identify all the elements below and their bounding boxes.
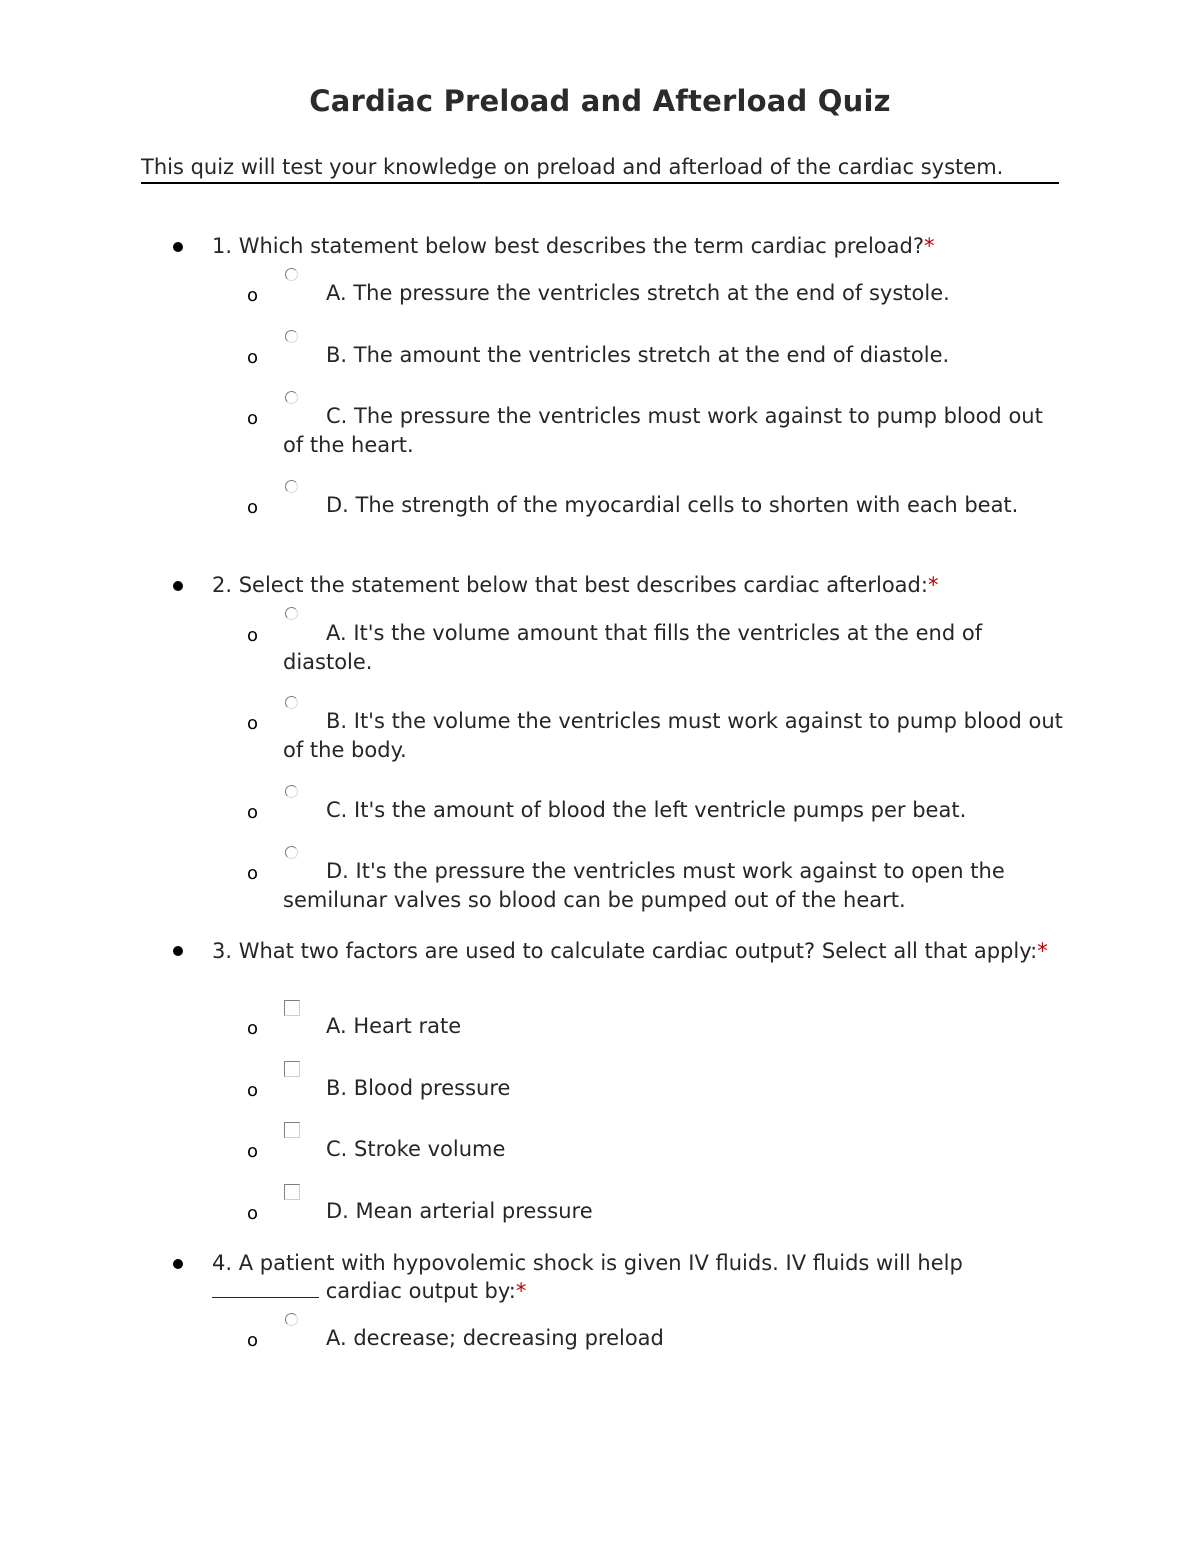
option-bullet: o <box>247 1141 259 1162</box>
option-label: B. The amount the ventricles stretch at the end of diastole. <box>326 343 950 367</box>
option-label: D. Mean arterial pressure <box>326 1199 593 1223</box>
option-bullet: o <box>247 863 259 884</box>
option-bullet: o <box>247 1330 259 1351</box>
option-label: A. It's the volume amount that fills the ventricles at the end of diastole. <box>283 621 983 674</box>
option-bullet: o <box>247 713 259 734</box>
question-2 <box>212 571 1072 599</box>
required-marker: * <box>1037 939 1048 963</box>
question-text: 1. Which statement below best describes the term cardiac preload? <box>212 234 924 258</box>
option-bullet: o <box>247 625 259 646</box>
option-bullet: o <box>247 497 259 518</box>
option-label: C. Stroke volume <box>326 1137 506 1161</box>
option-bullet: o <box>247 1203 259 1224</box>
question-text: 2. Select the statement below that best describes cardiac afterload: <box>212 573 928 597</box>
option-label: D. The strength of the myocardial cells to shorten with each beat. <box>326 493 1019 517</box>
option-label: C. It's the amount of blood the left ventricle pumps per beat. <box>326 798 967 822</box>
question-text: 3. What two factors are used to calculate cardiac output? Select all that apply: <box>212 939 1038 963</box>
option-label: B. It's the volume the ventricles must work against to pump blood out of the body. <box>283 709 1063 762</box>
question-bullet <box>173 581 183 591</box>
question-bullet <box>173 946 183 956</box>
required-marker: * <box>515 1279 527 1303</box>
question-bullet <box>173 242 183 252</box>
option-label: C. The pressure the ventricles must work against to pump blood out of the heart. <box>283 404 1043 457</box>
required-marker: * <box>927 573 939 597</box>
option-bullet: o <box>247 1080 259 1101</box>
option-label: B. Blood pressure <box>326 1076 511 1100</box>
required-marker: * <box>923 234 935 258</box>
question-text-continued: cardiac output by: <box>325 1279 516 1303</box>
question-bullet <box>173 1259 183 1269</box>
fill-in-blank <box>212 1281 319 1298</box>
option-label: A. The pressure the ventricles stretch at the end of systole. <box>326 281 950 305</box>
question-4 <box>212 1249 1072 1305</box>
quiz-description: This quiz will test your knowledge on preload and afterload of the cardiac system. <box>141 153 1059 184</box>
question-3 <box>212 937 1072 965</box>
quiz-title: Cardiac Preload and Afterload Quiz <box>309 84 891 118</box>
option-bullet: o <box>247 408 259 429</box>
option-bullet: o <box>247 802 259 823</box>
option-bullet: o <box>247 1018 259 1039</box>
question-text: 4. A patient with hypovolemic shock is given IV fluids. IV fluids will help <box>212 1251 963 1275</box>
option-bullet: o <box>247 347 259 368</box>
question-1 <box>212 232 1072 260</box>
option-label: D. It's the pressure the ventricles must work against to open the semilunar valves so blood can be pumped out of the heart. <box>283 859 1005 912</box>
option-label: A. decrease; decreasing preload <box>326 1326 664 1350</box>
option-bullet: o <box>247 285 259 306</box>
option-label: A. Heart rate <box>326 1014 462 1038</box>
